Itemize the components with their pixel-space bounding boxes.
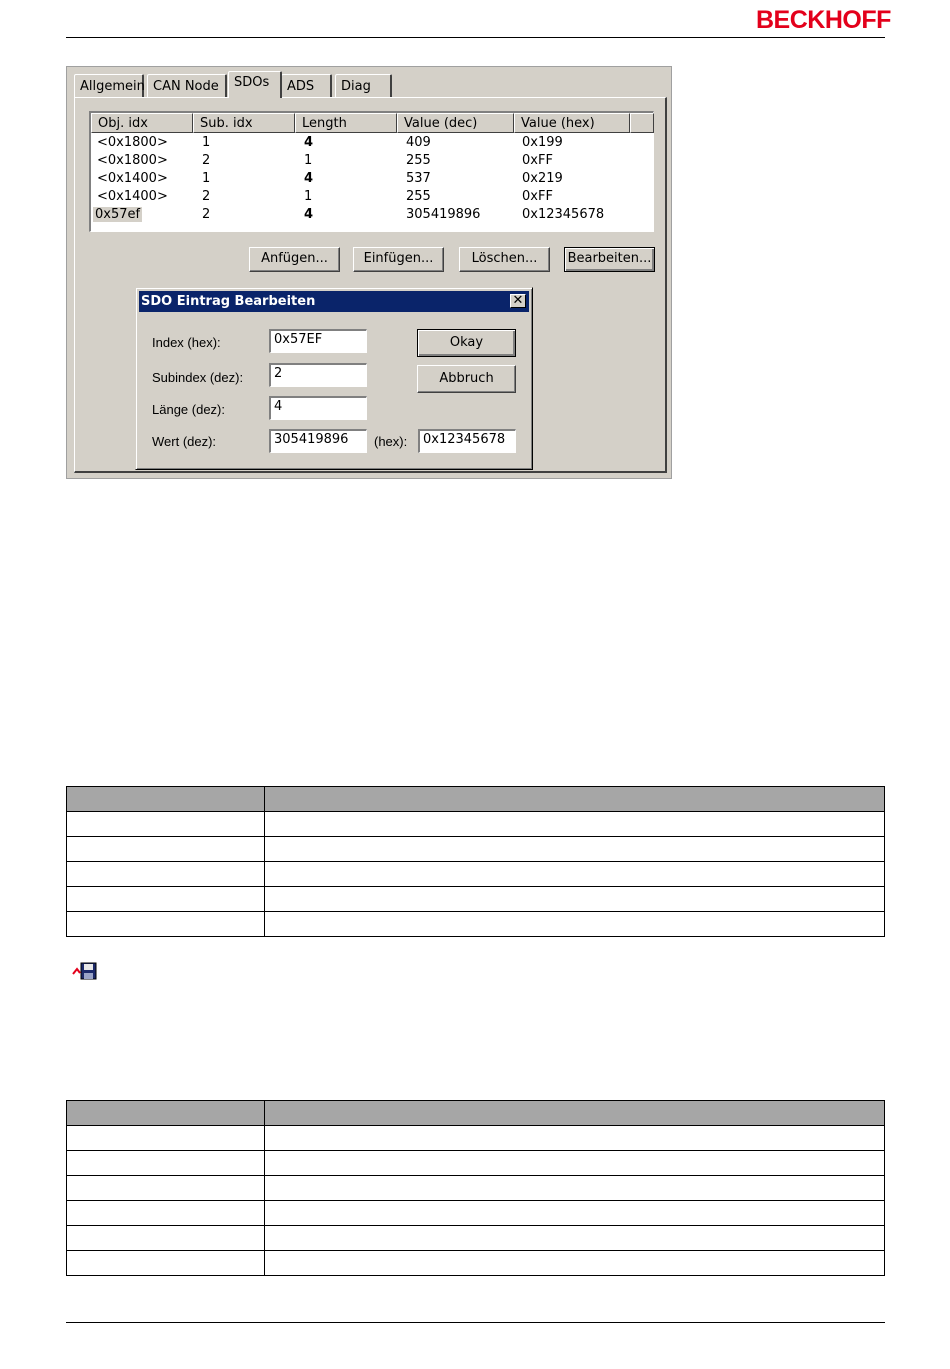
table-cell (67, 1251, 265, 1276)
tab-sdos[interactable]: SDOs (228, 71, 282, 98)
table-row (67, 1201, 885, 1226)
header-rule (66, 37, 885, 38)
table-row (67, 812, 885, 837)
okay-button[interactable]: Okay (417, 329, 516, 357)
parameter-table-2 (66, 1100, 885, 1276)
cell-length: 4 (304, 135, 314, 150)
edit-button[interactable]: Bearbeiten... (564, 247, 655, 272)
cell-sub-idx: 2 (202, 189, 211, 204)
value-dec-label: Wert (dez): (152, 434, 217, 449)
tab-can-node[interactable]: CAN Node (147, 74, 227, 97)
column-header-value-dec[interactable]: Value (dec) (397, 113, 514, 133)
table-header-cell (67, 1101, 265, 1126)
list-row[interactable] (91, 170, 651, 188)
cell-sub-idx: 1 (202, 135, 211, 150)
table-row (67, 837, 885, 862)
table-cell (265, 1126, 885, 1151)
cell-value-dec: 537 (406, 171, 431, 186)
cell-obj-idx: <0x1800> (97, 153, 168, 168)
table-cell (265, 887, 885, 912)
table-cell (265, 1201, 885, 1226)
sdo-list[interactable] (89, 111, 654, 232)
close-icon[interactable]: ✕ (510, 294, 526, 308)
column-header-obj-idx[interactable]: Obj. idx (91, 113, 193, 133)
cell-value-dec: 305419896 (406, 207, 481, 222)
table-header-cell (265, 1101, 885, 1126)
cell-sub-idx: 2 (202, 153, 211, 168)
table-cell (67, 1126, 265, 1151)
cell-sub-idx: 2 (202, 207, 211, 222)
list-row[interactable] (91, 188, 651, 206)
cell-sub-idx: 1 (202, 171, 211, 186)
sdo-edit-dialog (135, 287, 533, 470)
table-cell (67, 887, 265, 912)
cell-length: 4 (304, 207, 314, 222)
table-row (67, 1151, 885, 1176)
cell-length: 1 (304, 153, 313, 168)
save-disk-icon (72, 960, 98, 982)
list-row[interactable] (91, 152, 651, 170)
append-button[interactable]: Anfügen... (249, 247, 340, 272)
list-row-selected[interactable] (91, 206, 651, 224)
table-cell (265, 1226, 885, 1251)
table-row (67, 1251, 885, 1276)
length-label: Länge (dez): (152, 402, 225, 417)
delete-button[interactable]: Löschen... (459, 247, 550, 272)
insert-button[interactable]: Einfügen... (353, 247, 444, 272)
table-cell (67, 862, 265, 887)
cell-obj-idx: 0x57ef (95, 207, 141, 222)
list-row[interactable] (91, 134, 651, 152)
cell-value-hex: 0x12345678 (522, 207, 605, 222)
table-cell (67, 912, 265, 937)
table-row (67, 912, 885, 937)
cancel-button[interactable]: Abbruch (417, 365, 516, 393)
table-cell (265, 1176, 885, 1201)
cell-value-hex: 0xFF (522, 189, 553, 204)
table-cell (265, 812, 885, 837)
subindex-field[interactable]: 2 (269, 363, 367, 387)
cell-value-hex: 0xFF (522, 153, 553, 168)
table-header-row (67, 787, 885, 812)
value-hex-field[interactable]: 0x12345678 (418, 429, 516, 453)
footer-rule (66, 1322, 885, 1323)
cell-obj-idx: <0x1400> (97, 171, 168, 186)
tab-diag[interactable]: Diag (335, 74, 392, 97)
table-header-cell (67, 787, 265, 812)
table-cell (67, 1226, 265, 1251)
table-row (67, 862, 885, 887)
index-label: Index (hex): (152, 335, 221, 350)
table-row (67, 1176, 885, 1201)
cell-obj-idx: <0x1800> (97, 135, 168, 150)
table-cell (265, 837, 885, 862)
column-header-value-hex[interactable]: Value (hex) (514, 113, 630, 133)
table-cell (67, 837, 265, 862)
table-cell (67, 1176, 265, 1201)
table-cell (265, 1151, 885, 1176)
value-hex-label: (hex): (374, 434, 408, 449)
cell-value-dec: 255 (406, 189, 431, 204)
cell-obj-idx: <0x1400> (97, 189, 168, 204)
subindex-label: Subindex (dez): (152, 370, 244, 385)
list-header (91, 113, 654, 133)
table-row (67, 1126, 885, 1151)
tab-allgemein[interactable]: Allgemein (74, 74, 144, 97)
cell-length: 1 (304, 189, 313, 204)
beckhoff-logo: BECKHOFF (756, 6, 891, 34)
table-cell (265, 862, 885, 887)
cell-value-hex: 0x219 (522, 171, 563, 186)
cell-value-dec: 255 (406, 153, 431, 168)
tab-ads[interactable]: ADS (281, 74, 332, 97)
parameter-table-1 (66, 786, 885, 937)
table-row (67, 887, 885, 912)
value-dec-field[interactable]: 305419896 (269, 429, 367, 453)
table-cell (67, 1151, 265, 1176)
table-cell (67, 812, 265, 837)
table-header-cell (265, 787, 885, 812)
dialog-title: SDO Eintrag Bearbeiten (141, 294, 316, 309)
column-header-filler (630, 113, 654, 133)
cell-value-hex: 0x199 (522, 135, 563, 150)
cell-value-dec: 409 (406, 135, 431, 150)
table-row (67, 1226, 885, 1251)
dialog-titlebar[interactable] (139, 291, 529, 312)
length-field[interactable]: 4 (269, 396, 367, 420)
table-cell (265, 1251, 885, 1276)
table-header-row (67, 1101, 885, 1126)
index-field[interactable]: 0x57EF (269, 329, 367, 353)
table-cell (67, 1201, 265, 1226)
cell-length: 4 (304, 171, 314, 186)
column-header-sub-idx[interactable]: Sub. idx (193, 113, 295, 133)
table-cell (265, 912, 885, 937)
column-header-length[interactable]: Length (295, 113, 397, 133)
